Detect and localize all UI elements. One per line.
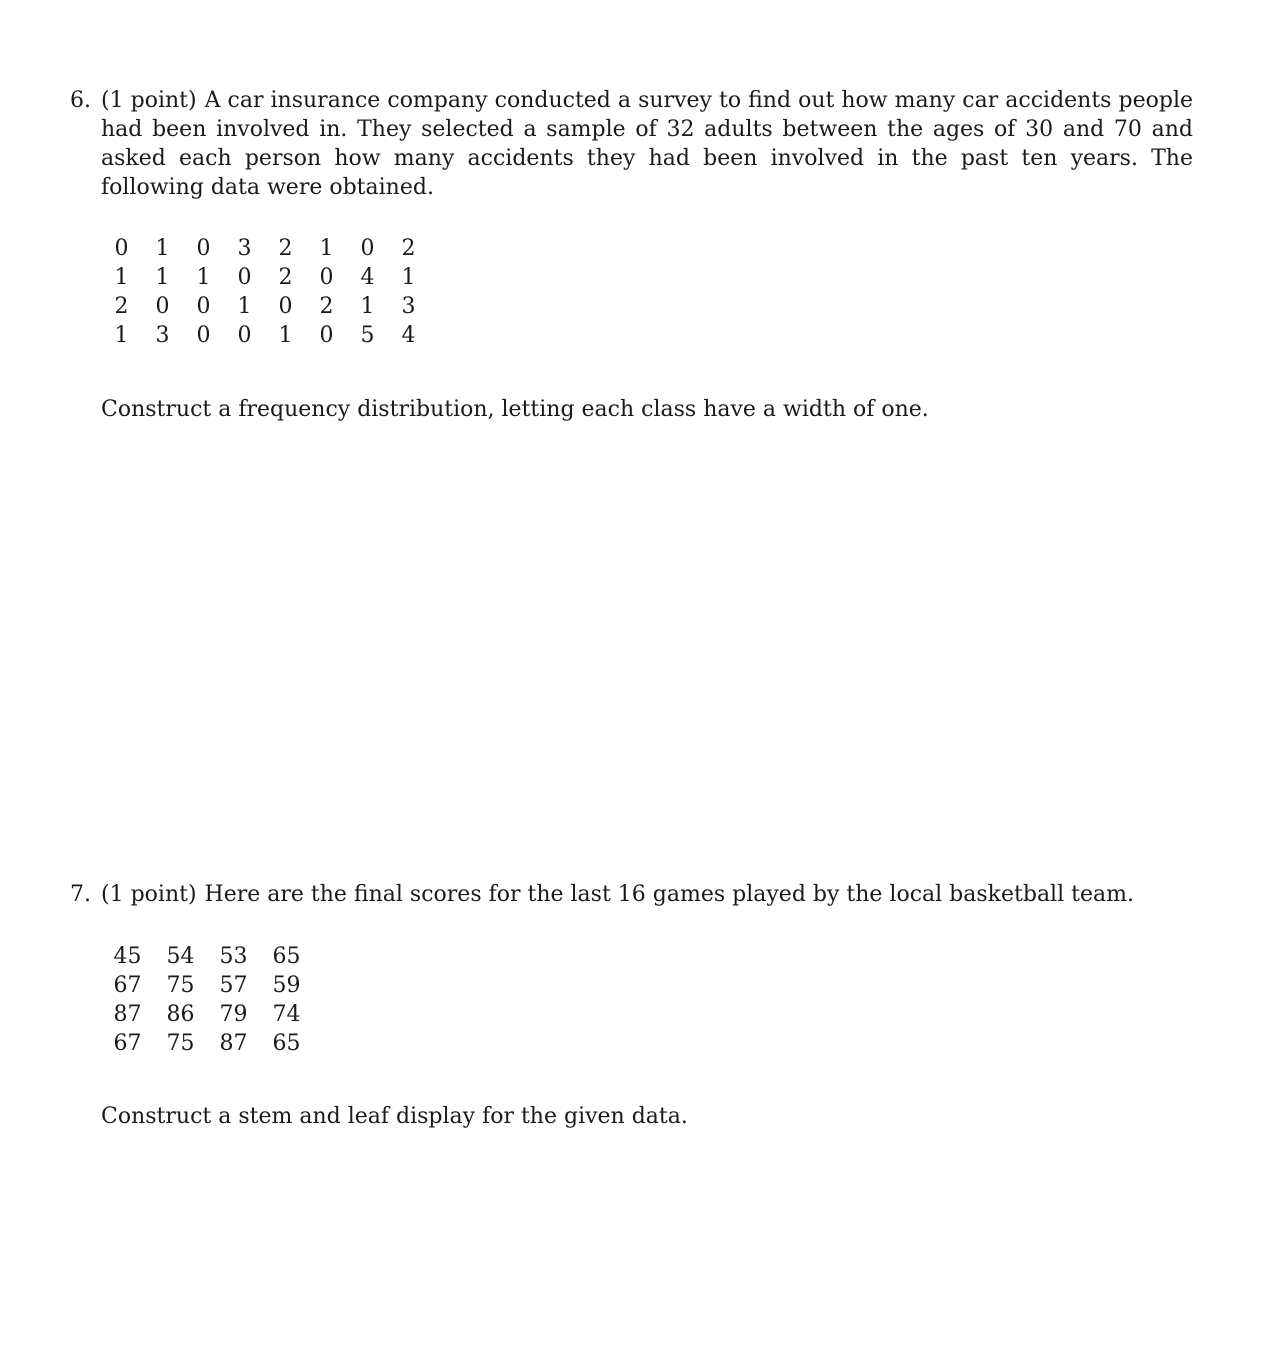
table-cell: 4 — [401, 323, 416, 348]
table-cell: 2 — [401, 236, 416, 261]
table-cell: 67 — [113, 1031, 142, 1056]
problem-text: Here are the final scores for the last 16 games played by the local basketball team. — [204, 882, 1134, 907]
table-cell: 1 — [114, 265, 129, 290]
problem-statement — [101, 880, 1193, 909]
table-cell: 2 — [278, 265, 293, 290]
table-row — [101, 292, 429, 321]
table-cell: 0 — [237, 265, 252, 290]
table-row — [101, 942, 313, 971]
table-cell: 0 — [196, 294, 211, 319]
table-row — [101, 321, 429, 350]
table-row — [101, 1029, 313, 1058]
table-cell: 0 — [155, 294, 170, 319]
table-cell: 1 — [360, 294, 375, 319]
table-cell: 67 — [113, 973, 142, 998]
table-cell: 0 — [278, 294, 293, 319]
table-cell: 1 — [155, 265, 170, 290]
table-cell: 3 — [237, 236, 252, 261]
table-cell: 54 — [166, 944, 195, 969]
table-cell: 0 — [319, 323, 334, 348]
table-cell: 86 — [166, 1002, 195, 1027]
table-cell: 2 — [278, 236, 293, 261]
problem-text: A car insurance company conducted a survey to find out how many car accidents people had been involved in. They selected a sample of 32 adults between the ages of 30 and 70 and asked each person how many accidents they had been involved in the past ten years. The following data were obtained. — [101, 88, 1194, 200]
table-cell: 2 — [114, 294, 129, 319]
problem-number: 7. — [70, 882, 91, 907]
table-cell: 45 — [113, 944, 142, 969]
table-cell: 65 — [272, 1031, 301, 1056]
table-cell: 79 — [219, 1002, 248, 1027]
table-cell: 0 — [319, 265, 334, 290]
table-cell: 75 — [166, 1031, 195, 1056]
table-cell: 0 — [360, 236, 375, 261]
problem-statement — [101, 86, 1193, 202]
table-cell: 3 — [401, 294, 416, 319]
table-cell: 87 — [113, 1002, 142, 1027]
table-row — [101, 1000, 313, 1029]
table-cell: 1 — [155, 236, 170, 261]
table-row — [101, 263, 429, 292]
table-cell: 0 — [114, 236, 129, 261]
table-cell: 2 — [319, 294, 334, 319]
problem-instruction: Construct a stem and leaf display for the given data. — [101, 1104, 688, 1129]
table-row — [101, 971, 313, 1000]
problem-points: (1 point) — [101, 88, 197, 113]
table-cell: 0 — [196, 236, 211, 261]
table-cell: 65 — [272, 944, 301, 969]
table-cell: 59 — [272, 973, 301, 998]
table-row — [101, 234, 429, 263]
table-cell: 1 — [278, 323, 293, 348]
table-cell: 53 — [219, 944, 248, 969]
table-cell: 0 — [237, 323, 252, 348]
table-cell: 4 — [360, 265, 375, 290]
problem-points: (1 point) — [101, 882, 197, 907]
problem-number: 6. — [70, 88, 91, 113]
table-cell: 0 — [196, 323, 211, 348]
problem-instruction: Construct a frequency distribution, letting each class have a width of one. — [101, 397, 929, 422]
scores-data-table — [101, 942, 313, 1058]
table-cell: 1 — [237, 294, 252, 319]
table-cell: 57 — [219, 973, 248, 998]
table-cell: 1 — [319, 236, 334, 261]
table-cell: 1 — [114, 323, 129, 348]
table-cell: 1 — [401, 265, 416, 290]
table-cell: 3 — [155, 323, 170, 348]
table-cell: 1 — [196, 265, 211, 290]
table-cell: 75 — [166, 973, 195, 998]
table-cell: 74 — [272, 1002, 301, 1027]
table-cell: 87 — [219, 1031, 248, 1056]
accidents-data-table — [101, 234, 429, 350]
table-cell: 5 — [360, 323, 375, 348]
